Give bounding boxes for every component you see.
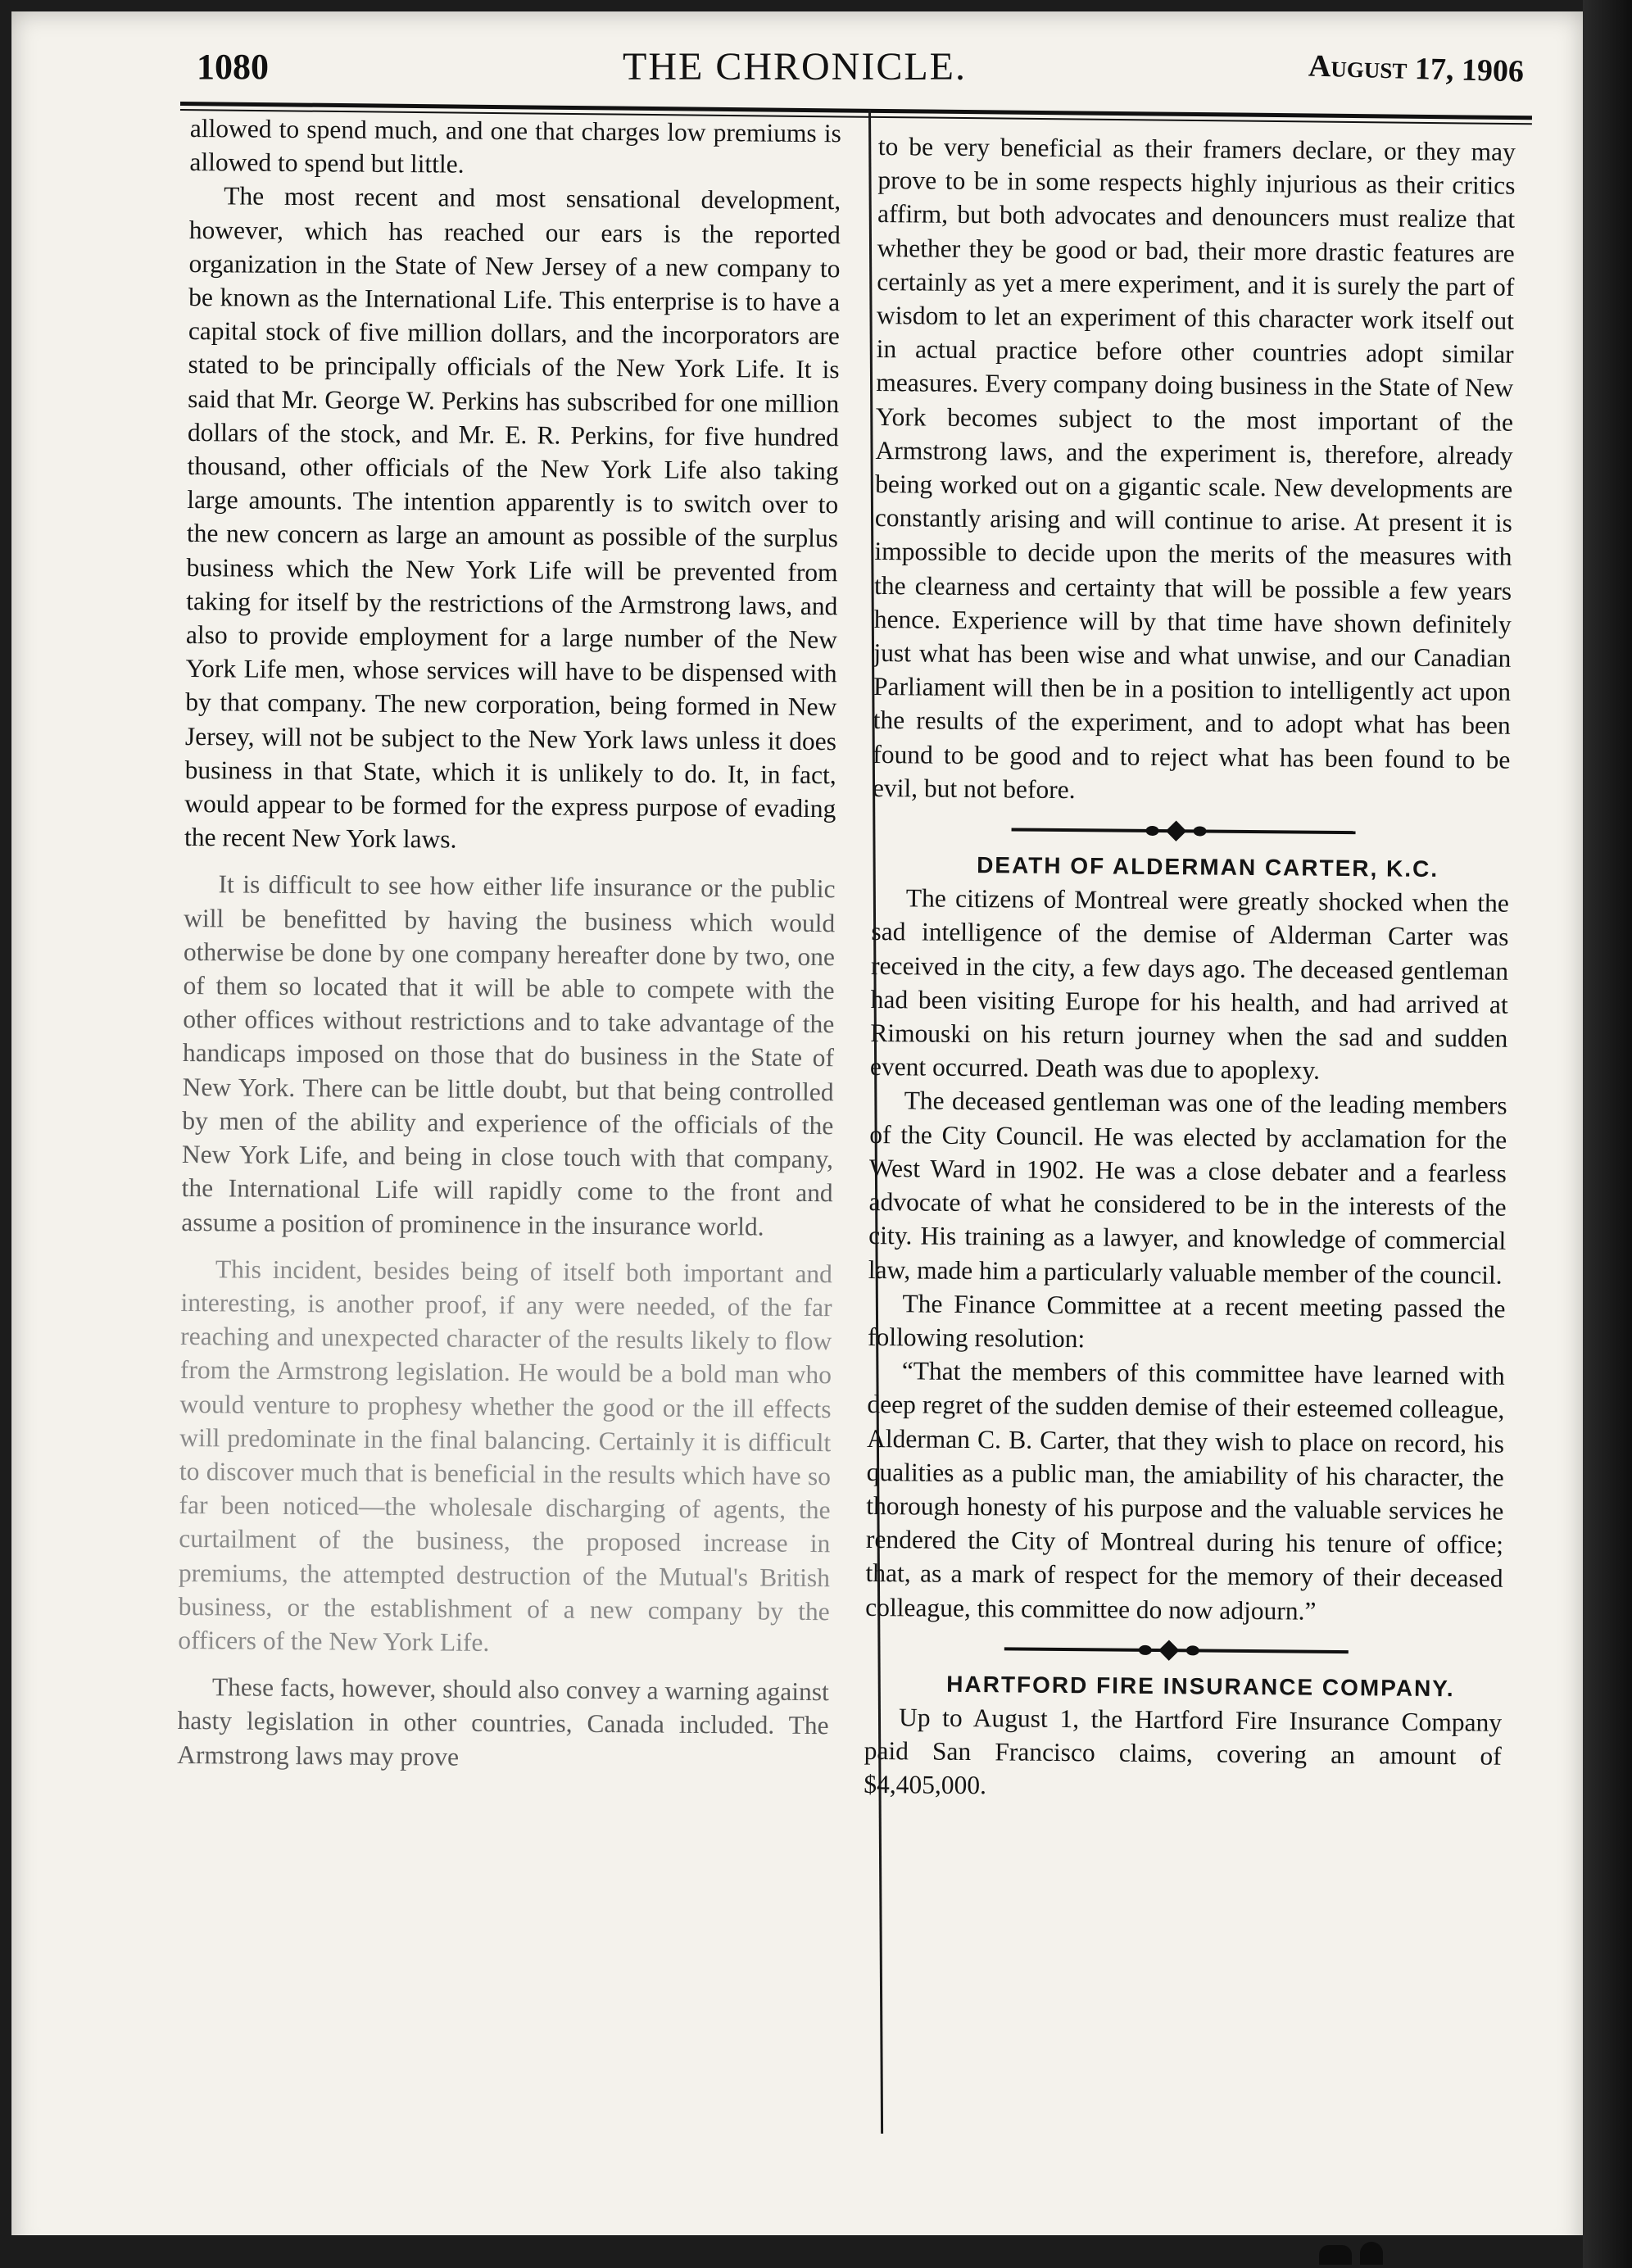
- paragraph: to be very beneficial as their framers declare, or they may prove to be in some respects highly injurious as their critics affirm, but both advocates and denouncers must realize that whether they be good or bad, their more drastic features are certainly as yet a mere experiment, and it is surely the part of wisdom to let an experiment of this character work itself out in actual practice before other countries adopt similar measures. Every company doing business in the State of New York becomes subject to the most important of the Armstrong laws, and the experiment is, therefore, already being worked out on a gigantic scale. New developments are constantly arising and will continue to arise. At present it is impossible to decide upon the merits of the measures with the clearness and certainty that will be possible a few years hence. Experience will by that time have shown definitely just what has been wise and what unwise, and our Canadian Parliament will then be in a position to intelligently act upon the results of the experiment, and to adopt what has been found to be good and to reject what has been found to be evil, but not before.: [872, 131, 1516, 804]
- paragraph: The citizens of Montreal were greatly shocked when the sad intelligence of the demise of Alderman Carter was received in the city, a few days ago. The deceased gentleman had been visiting Europe for his health, and had arrived at Rimouski on his return journey when the sad and sudden event occurred. Death was due to apoplexy.: [869, 883, 1509, 1086]
- paragraph: “That the members of this committee have learned with deep regret of the sudden demise of their esteemed colleague, Alderman C. B. Carter, that they wish to place on record, his qualities as a public man, the amiability of his character, the thorough honesty of his purpose and the valuable services he rendered the City of Montreal during his tenure of office; that, as a mark of respect for the memory of their deceased colleague, this committee do now adjourn.”: [865, 1356, 1505, 1626]
- ink-mark: [1319, 2245, 1352, 2265]
- paragraph: allowed to spend much, and one that charges low premiums is allowed to spend but little.: [189, 113, 841, 179]
- publication-title: THE CHRONICLE.: [623, 45, 967, 88]
- page-number: 1080: [197, 47, 269, 87]
- issue-date: August 17, 1906: [1308, 48, 1525, 89]
- paragraph: Up to August 1, the Hartford Fire Insurance Company paid San Francisco claims, covering an amount of $4,405,000.: [864, 1703, 1503, 1800]
- article-heading: HARTFORD FIRE INSURANCE COMPANY.: [946, 1671, 1455, 1701]
- right-column: [864, 129, 1516, 1807]
- article-heading: DEATH OF ALDERMAN CARTER, K.C.: [977, 852, 1439, 882]
- paragraph: The Finance Committee at a recent meeting passed the following resolution:: [867, 1289, 1506, 1354]
- paragraph: These facts, however, should also convey a warning against hasty legislation in other countries, Canada included. The Armstrong laws may prove: [177, 1672, 830, 1771]
- ink-mark: [1360, 2242, 1383, 2265]
- page-header: [49, 39, 1540, 97]
- paragraph: This incident, besides being of itself both important and interesting, is another proof, if any were needed, of the far reaching and unexpected character of the results likely to flow from the Armstrong legislation. He would be a bold man who would venture to prophesy whether the good or the ill effects will predominate in the final balancing. Certainly it is difficult to discover much that is beneficial in the results which have so far been noticed—the wholesale discharging of agents, the curtailment of the business, the proposed increase in premiums, the attempted destruction of the Mutual's British business, or the establishment of a new company by the officers of the New York Life.: [178, 1254, 833, 1657]
- paragraph: The deceased gentleman was one of the leading members of the City Council. He was elected by acclamation for the West Ward in 1902. He was a close debater and a fearless advocate of what he considered to be in the interests of the city. His training as a lawyer, and knowledge of commercial law, made him a particularly valuable member of the council.: [868, 1086, 1507, 1290]
- binding-shadow: [1583, 0, 1632, 2268]
- paragraph: The most recent and most sensational development, however, which has reached our ears is the reported organization in the State of New Jersey of a new company to be known as the International Life. This enterprise is to have a capital stock of five million dollars, and the incorporators are stated to be principally officials of the New York Life. It is said that Mr. George W. Perkins has subscribed for one million dollars of the stock, and Mr. E. R. Perkins, for five hundred thousand, other officials of the New York Life also taking large amounts. The intention apparently is to switch over to the new concern as large an amount as possible of the surplus business which the New York Life will be prevented from taking for itself by the restrictions of the Armstrong laws, and also to provide employment for a large number of the New York Life men, whose services will have to be dispensed with by that company. The new corporation, being formed in New Jersey, will not be subject to the New York laws unless it does business in that State, which it is unlikely to do. It, in fact, would appear to be formed for the express purpose of evading the recent New York laws.: [184, 181, 841, 854]
- section-ornament: [865, 1635, 1503, 1666]
- paragraph: It is difficult to see how either life insurance or the public will be benefitted by having the business which would otherwise be done by one company hereafter done by two, one of them so located that it will be able to compete with the other offices without restrictions and to take advantage of the handicaps imposed on those that do business in the State of New York. There can be little doubt, but that being controlled by men of the ability and experience of the officials of the New York Life, and being in close touch with that company, the International Life will rapidly come to the front and assume a position of prominence in the insurance world.: [181, 869, 836, 1241]
- left-column: [177, 111, 841, 1776]
- section-ornament: [872, 816, 1509, 846]
